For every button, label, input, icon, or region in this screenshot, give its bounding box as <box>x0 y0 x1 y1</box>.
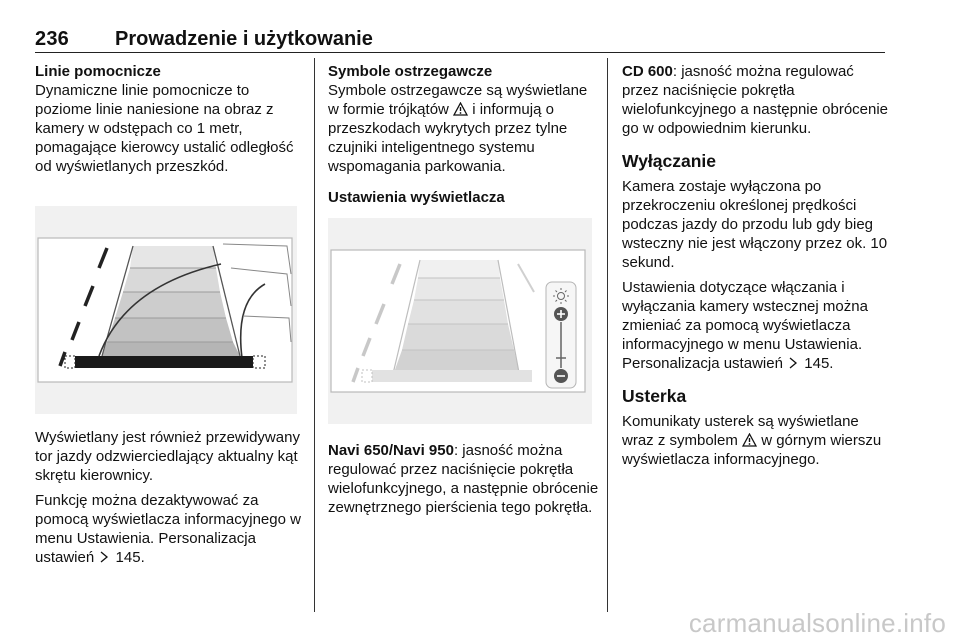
section-heading-fault: Usterka <box>622 386 687 406</box>
navi-brightness-text: : jasność można regulować przez naciśnięcie pokrętła wielofunkcyjnego, a następnie obrócenie zewnętrznego pierścienia tego pokrętła. <box>328 442 599 516</box>
camera-settings-text: Ustawienia dotyczące włączania i wyłączania kamery wstecznej można zmieniać za pomocą wyświetlacza informacyjnego w menu Ustawienia. Personalizacja ustawień <box>622 279 868 372</box>
column-3 <box>622 62 888 469</box>
deactivate-text: Funkcję można dezaktywować za pomocą wyświetlacza informacyjnego w menu Ustawienia. Personalizacja ustawień <box>35 492 301 566</box>
warning-triangle-icon <box>742 433 757 447</box>
guide-lines-paragraph: Dynamiczne linie pomocnicze to poziome linie naniesione na obraz z kamery w odstępach co 1 metr, pomagające kierowcy ustalić odległość od wyświetlanych przeszkód. <box>35 82 294 175</box>
display-brightness-figure <box>328 218 592 424</box>
page-reference-arrow-icon <box>100 551 109 563</box>
column-divider-1 <box>314 58 315 612</box>
column-divider-2 <box>607 58 608 612</box>
page-reference-link[interactable]: 145. <box>804 355 834 372</box>
section-heading-guide-lines: Linie pomocnicze <box>35 63 161 80</box>
fault-text-1: Komunikaty usterek są wyświetlane wraz z symbolem <box>622 413 859 449</box>
warning-symbols-text-2: i informują o przeszkodach wykrytych przez tylne czujniki inteligentnego systemu wspomagania parkowania. <box>328 101 568 175</box>
watermark-url: carmanualsonline.info <box>688 608 946 638</box>
cd600-model-label: CD 600 <box>622 63 673 80</box>
camera-guide-lines-figure <box>35 206 297 414</box>
cd600-brightness-paragraph <box>622 62 888 138</box>
camera-settings-paragraph <box>622 278 888 373</box>
section-heading-display-settings: Ustawienia wyświetlacza <box>328 189 505 206</box>
warning-symbols-paragraph <box>328 81 600 176</box>
navi-model-label: Navi 650/Navi 950 <box>328 442 454 459</box>
column-2 <box>328 62 600 207</box>
column-1 <box>35 62 307 176</box>
page-reference-link[interactable]: 145. <box>115 549 145 566</box>
predicted-path-paragraph: Wyświetlany jest również przewidywany tor jazdy odzwierciedlający aktualny kąt skrętu kierownicy. <box>35 429 300 484</box>
plus-icon[interactable] <box>554 307 568 321</box>
cd600-brightness-text: : jasność można regulować przez naciśnięcie pokrętła wielofunkcyjnego a następnie obrócenie go w odpowiednim kierunku. <box>622 63 889 137</box>
column-1-lower <box>35 428 307 567</box>
column-2-lower <box>328 441 603 517</box>
section-heading-switching-off: Wyłączanie <box>622 151 717 171</box>
section-heading-warning-symbols: Symbole ostrzegawcze <box>328 63 493 80</box>
navi-brightness-paragraph <box>328 441 603 517</box>
warning-symbols-text-1: Symbole ostrzegawcze są wyświetlane w formie trójkątów <box>328 82 588 118</box>
switching-off-paragraph: Kamera zostaje wyłączona po przekroczeniu określonej prędkości podczas jazdy do przodu lub gdy bieg wsteczny nie jest włączony przez ok. 10 sekund. <box>622 178 888 271</box>
fault-text-2: w górnym wierszu wyświetlacza informacyjnego. <box>622 432 882 468</box>
chapter-title: Prowadzenie i użytkowanie <box>115 28 373 50</box>
page-header <box>35 28 885 52</box>
minus-icon[interactable] <box>554 369 568 383</box>
page-reference-arrow-icon <box>789 357 798 369</box>
fault-paragraph <box>622 412 888 469</box>
page-number: 236 <box>35 28 69 50</box>
header-rule <box>35 52 885 53</box>
deactivate-paragraph <box>35 491 307 567</box>
warning-triangle-icon <box>453 102 468 116</box>
